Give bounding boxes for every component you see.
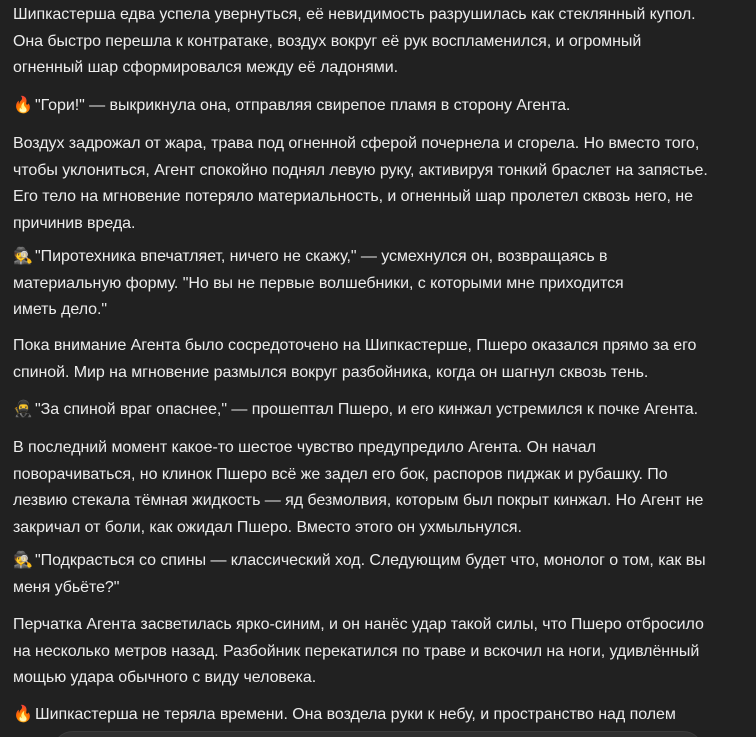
paragraph-line: материальную форму. "Но вы не первые волшебники, с которыми мне приходится	[13, 274, 624, 292]
paragraph-line: поворачиваться, но клинок Пшеро всё же задел его бок, распоров пиджак и рубашку. По	[13, 465, 668, 483]
story-paragraph-9	[13, 612, 704, 692]
paragraph-line: Его тело на мгновение потеряло материальность, и огненный шар пролетел сквозь него, не	[13, 188, 693, 205]
paragraph-line: на несколько метров назад. Разбойник перекатился по траве и вскочил на ноги, удивлённый	[13, 642, 700, 660]
paragraph-line: Шипкастерша едва успела увернуться, её невидимость разрушилась как стеклянный купол.	[13, 6, 696, 23]
paragraph-line: "За спиной враг опаснее," — прошептал Пшеро, и его кинжал устремился к почке Агента.	[35, 401, 698, 418]
paragraph-line: мощью удара обычного с виду человека.	[13, 669, 317, 686]
story-paragraph-5	[13, 333, 696, 386]
paragraph-line: "Пиротехника впечатляет, ничего не скажу," — усмехнулся он, возвращаясь в	[35, 248, 608, 265]
fire-icon: 🔥	[13, 97, 33, 114]
story-paragraph-6	[13, 397, 698, 424]
paragraph-line: чтобы уклониться, Агент спокойно поднял левую руку, активируя тонкий браслет на запястье.	[13, 161, 708, 179]
story-paragraph-10	[13, 702, 676, 729]
paragraph-line: причинив вреда.	[13, 214, 136, 232]
story-paragraph-2	[13, 93, 570, 120]
paragraph-line: Перчатка Агента засветилась ярко-синим, и он нанёс удар такой силы, что Пшеро отбросило	[13, 616, 704, 633]
paragraph-line: меня убьёте?"	[13, 578, 120, 596]
paragraph-line: спиной. Мир на мгновение размылся вокруг разбойника, когда он шагнул сквозь тень.	[13, 363, 649, 381]
paragraph-line: Шипкастерша не теряла времени. Она воздела руки к небу, и пространство над полем	[35, 706, 676, 723]
detective-icon: 🕵	[13, 248, 33, 265]
paragraph-line: иметь дело."	[13, 301, 108, 318]
story-paragraph-4	[13, 244, 624, 324]
paragraph-line: закричал от боли, как ожидал Пшеро. Вместо этого он ухмыльнулся.	[13, 518, 522, 536]
paragraph-line: "Гори!" — выкрикнула она, отправляя свирепое пламя в сторону Агента.	[35, 97, 571, 114]
story-paragraph-3	[13, 131, 708, 237]
paragraph-line: В последний момент какое-то шестое чувство предупредило Агента. Он начал	[13, 439, 596, 456]
ninja-icon: 🥷	[13, 401, 33, 418]
paragraph-line: лезвию стекала тёмная жидкость — яд безмолвия, которым был покрыт кинжал. Но Агент не	[13, 492, 704, 509]
story-paragraph-7	[13, 435, 703, 541]
paragraph-line: "Подкрасться со спины — классический ход. Следующим будет что, монолог о том, как вы	[35, 552, 706, 569]
detective-icon: 🕵	[13, 552, 33, 569]
fire-icon: 🔥	[13, 706, 33, 723]
paragraph-line: Она быстро перешла к контратаке, воздух вокруг её рук воспламенился, и огромный	[13, 32, 642, 50]
paragraph-line: Воздух задрожал от жара, трава под огненной сферой почернела и сгорела. Но вместо того,	[13, 135, 700, 152]
message-composer[interactable]	[52, 731, 704, 737]
paragraph-line: Пока внимание Агента было сосредоточено на Шипкастерше, Пшеро оказался прямо за его	[13, 337, 697, 354]
story-paragraph-8	[13, 548, 706, 601]
story-paragraph-1	[13, 2, 696, 82]
paragraph-line: огненный шар сформировался между её ладонями.	[13, 59, 399, 76]
